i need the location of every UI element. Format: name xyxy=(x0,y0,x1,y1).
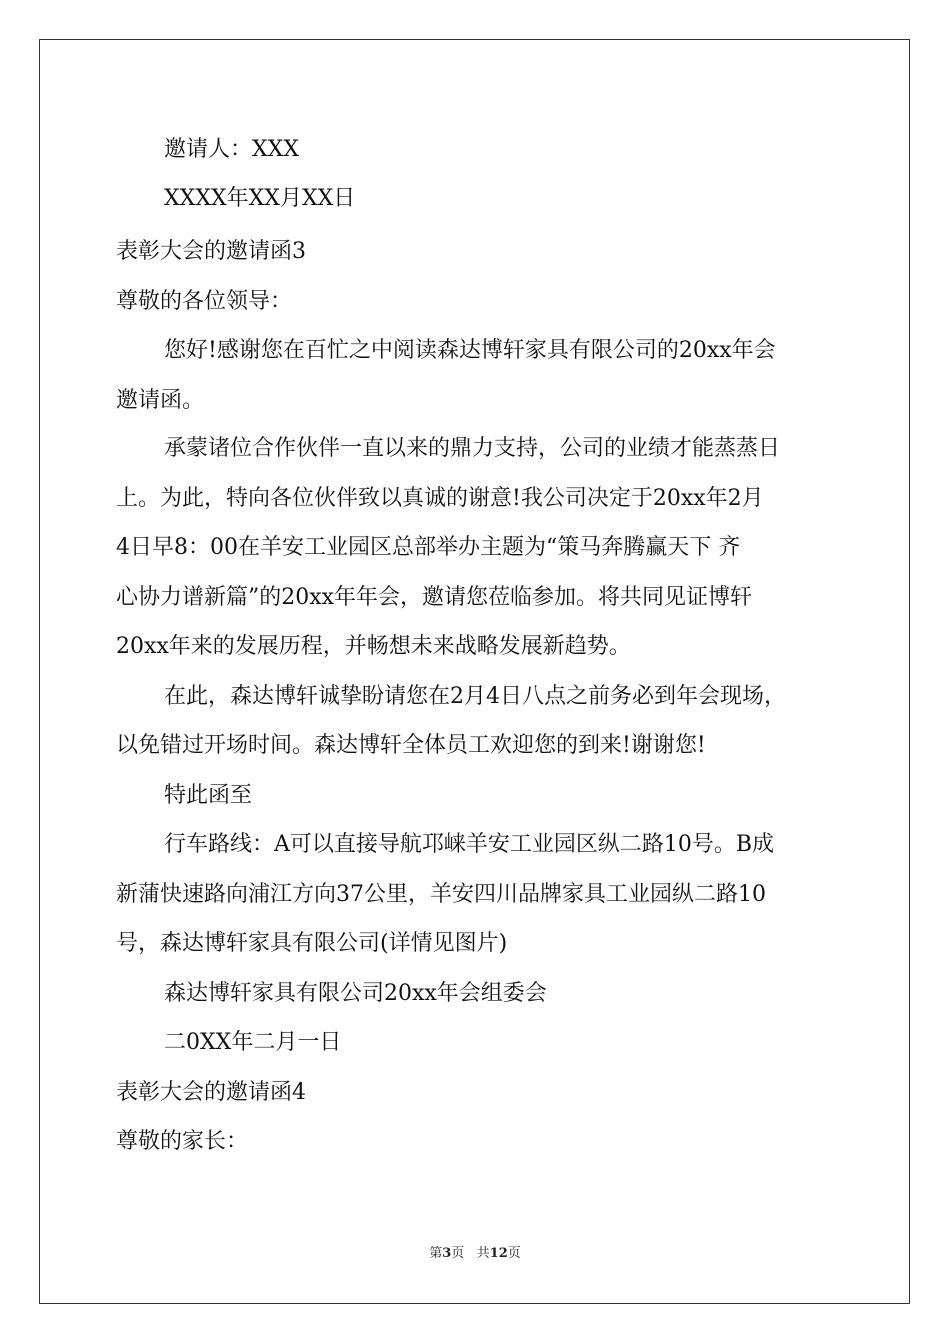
signature-date-line: 二0XX年二月一日 xyxy=(164,1030,342,1055)
paragraph-line: 上。为此，特向各位伙伴致以真诚的谢意!我公司决定于20xx年2月 xyxy=(116,486,764,511)
paragraph-line: 您好!感谢您在百忙之中阅读森达博轩家具有限公司的20xx年会 xyxy=(164,338,776,363)
salutation-parents: 尊敬的家长： xyxy=(116,1129,249,1154)
paragraph-line: 心协力谱新篇”的20xx年年会，邀请您莅临参加。将共同见证博轩 xyxy=(116,585,753,610)
section-title-4: 表彰大会的邀请函4 xyxy=(116,1080,306,1105)
inviter-line: 邀请人：XXX xyxy=(164,137,299,162)
section-title-3: 表彰大会的邀请函3 xyxy=(116,239,306,264)
paragraph-line: 行车路线：A可以直接导航邛崃羊安工业园区纵二路10号。B成 xyxy=(164,832,775,857)
footer-total-number: 12 xyxy=(489,1246,508,1261)
closing-line: 特此函至 xyxy=(164,783,253,808)
paragraph-line: 20xx年来的发展历程，并畅想未来战略发展新趋势。 xyxy=(116,634,631,659)
paragraph-line: 在此，森达博轩诚挚盼请您在2月4日八点之前务必到年会现场， xyxy=(164,684,786,709)
paragraph-line: 邀请函。 xyxy=(116,388,205,413)
page-footer xyxy=(0,1245,950,1263)
salutation-leaders: 尊敬的各位领导： xyxy=(116,289,293,314)
footer-page-prefix: 第 xyxy=(429,1246,443,1261)
footer-page-suffix: 页 xyxy=(451,1246,465,1261)
page-border xyxy=(39,39,910,1304)
footer-page-number: 3 xyxy=(442,1246,452,1261)
signature-line: 森达博轩家具有限公司20xx年会组委会 xyxy=(164,981,547,1006)
footer-total-prefix: 共 xyxy=(476,1246,490,1261)
date-line: XXXX年XX月XX日 xyxy=(164,186,356,211)
paragraph-line: 新蒲快速路向浦江方向37公里，羊安四川品牌家具工业园纵二路10 xyxy=(116,882,766,907)
paragraph-line: 以免错过开场时间。森达博轩全体员工欢迎您的到来!谢谢您! xyxy=(116,733,706,758)
paragraph-line: 承蒙诸位合作伙伴一直以来的鼎力支持，公司的业绩才能蒸蒸日 xyxy=(164,436,781,461)
paragraph-line: 号，森达博轩家具有限公司(详情见图片) xyxy=(116,931,508,956)
footer-total-suffix: 页 xyxy=(507,1246,521,1261)
paragraph-line: 4日早8：00在羊安工业园区总部举办主题为“策马奔腾赢天下 齐 xyxy=(116,535,741,560)
